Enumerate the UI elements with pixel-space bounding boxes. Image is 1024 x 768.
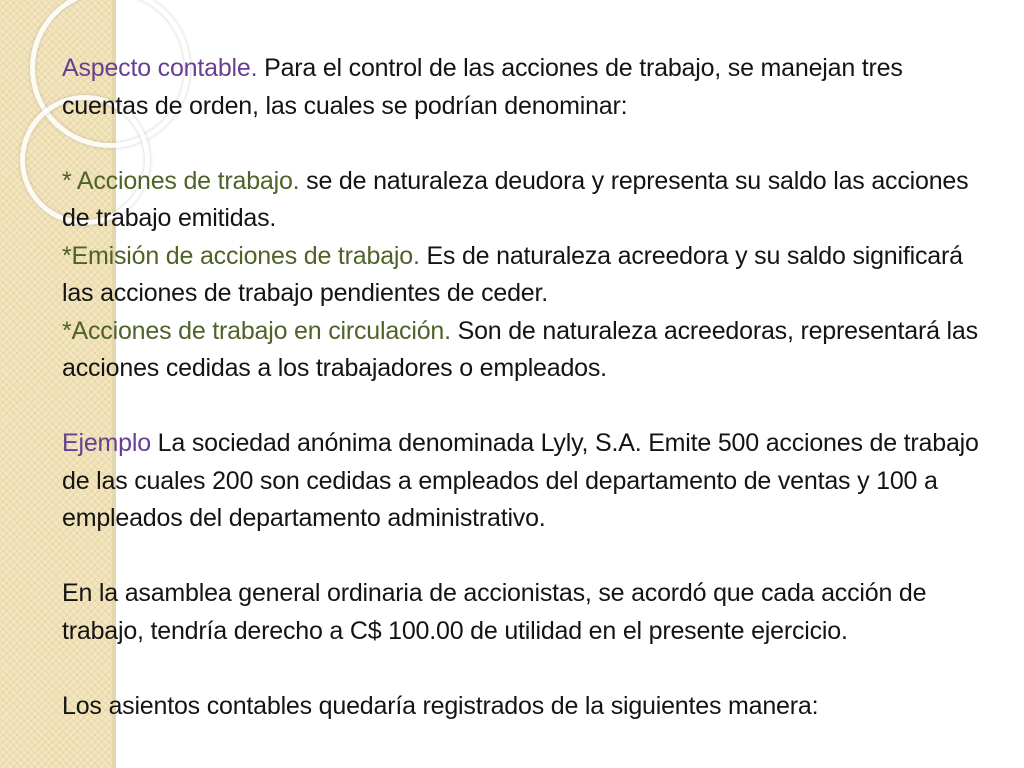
paragraph-asamblea: En la asamblea general ordinaria de accionistas, se acordó que cada acción de trabajo, tendría derecho a C$ 100.00 de utilidad en el presente ejercicio. <box>62 579 927 645</box>
slide-body <box>62 50 982 725</box>
heading-acciones-de-trabajo: * Acciones de trabajo. <box>62 166 300 195</box>
text-emision-de-acciones: Es de naturaleza acreedora y su saldo significará las acciones de trabajo pendientes de ceder. <box>62 241 963 307</box>
text-acciones-de-trabajo: se de naturaleza deudora y representa su saldo las acciones de trabajo emitidas. <box>62 166 969 232</box>
text-ejemplo: La sociedad anónima denominada Lyly, S.A. Emite 500 acciones de trabajo de las cuales 200 son cedidas a empleados del departamento de ventas y 100 a empleados del departamento administrativo. <box>62 429 979 532</box>
spacer <box>62 650 982 688</box>
text-aspecto-contable: Para el control de las acciones de trabajo, se manejan tres cuentas de orden, las cuales se podrían denominar: <box>62 54 903 120</box>
spacer <box>62 388 982 426</box>
spacer <box>62 538 982 576</box>
paragraph-emision-de-acciones <box>62 238 982 313</box>
heading-aspecto-contable: Aspecto contable. <box>62 54 258 82</box>
spacer <box>62 125 982 163</box>
paragraph-aspecto-contable <box>62 50 982 125</box>
heading-emision-de-acciones: *Emisión de acciones de trabajo. <box>62 241 420 270</box>
paragraph-acciones-de-trabajo <box>62 163 982 238</box>
paragraph-ejemplo <box>62 425 982 538</box>
paragraph-asientos-contables: Los asientos contables quedaría registrados de la siguientes manera: <box>62 691 819 720</box>
paragraph-acciones-en-circulacion <box>62 313 982 388</box>
heading-acciones-en-circulacion: *Acciones de trabajo en circulación. <box>62 316 451 345</box>
text-acciones-en-circulacion: Son de naturaleza acreedoras, representará las acciones cedidas a los trabajadores o empleados. <box>62 316 978 382</box>
heading-ejemplo: Ejemplo <box>62 429 151 457</box>
